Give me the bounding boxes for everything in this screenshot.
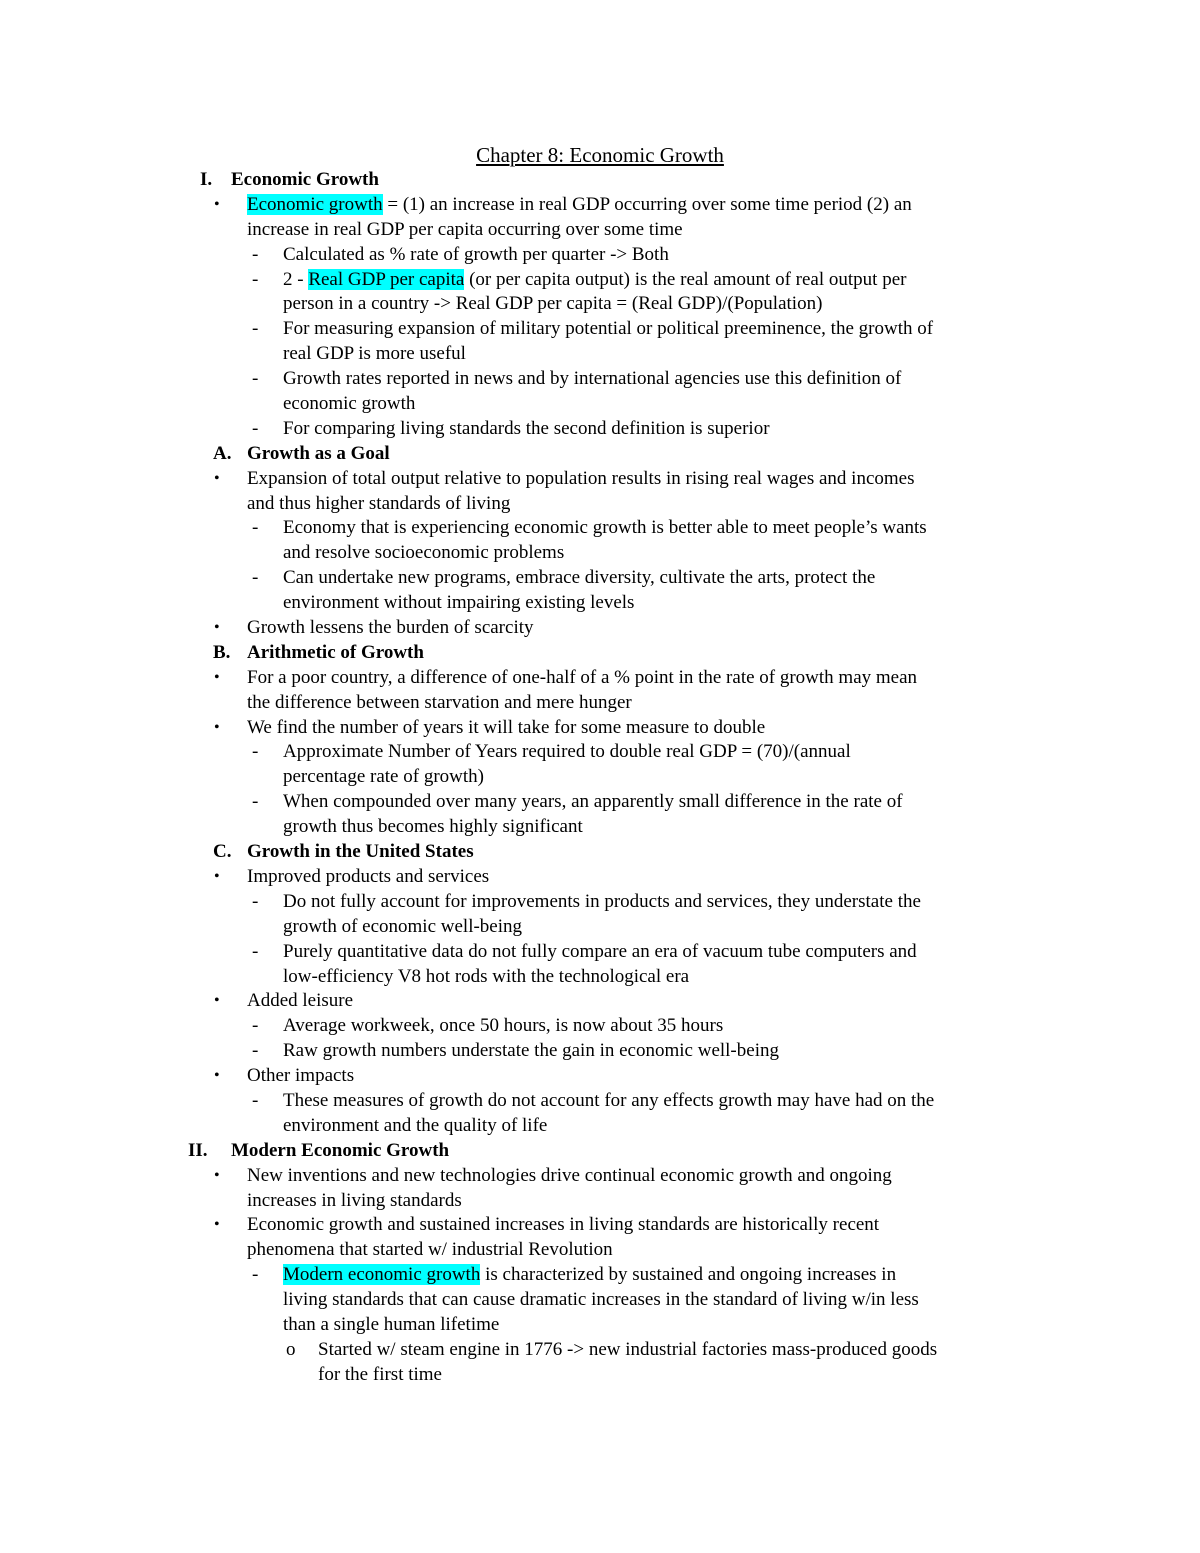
dash-item <box>0 516 1200 541</box>
dash-item-continuation <box>0 915 1200 940</box>
line-body: Do not fully account for improvements in products and services, they understate the <box>283 890 921 912</box>
line-body: living standards that can cause dramatic increases in the standard of living w/in less <box>283 1289 919 1311</box>
outline-list <box>0 168 1200 1388</box>
dash-item-continuation <box>0 965 1200 990</box>
line-text <box>283 815 583 840</box>
line-body: than a single human lifetime <box>283 1313 500 1335</box>
line-body: Can undertake new programs, embrace diversity, cultivate the arts, protect the <box>283 567 876 589</box>
line-text <box>283 417 770 442</box>
line-body: = (1) an increase in real GDP occurring over some time period (2) an <box>382 193 912 215</box>
sub-item-continuation <box>0 1363 1200 1388</box>
line-body: Economic Growth <box>231 169 379 190</box>
line-text <box>283 1263 896 1288</box>
bullet-item <box>0 1164 1200 1189</box>
bullet-item <box>0 467 1200 492</box>
line-text <box>283 790 903 815</box>
dash-item <box>0 417 1200 442</box>
highlighted-term: Real GDP per capita <box>308 268 465 290</box>
dash-item-continuation <box>0 1288 1200 1313</box>
list-marker: - <box>252 890 259 912</box>
line-text <box>283 342 466 367</box>
line-text <box>247 666 917 691</box>
line-body: Improved products and services <box>247 865 490 887</box>
line-body: Expansion of total output relative to population results in rising real wages and incomes <box>247 467 915 489</box>
dash-item <box>0 367 1200 392</box>
subsection-heading <box>0 641 1200 666</box>
line-body: Calculated as % rate of growth per quarter -> Both <box>283 243 669 265</box>
line-text <box>247 1189 462 1214</box>
page-title: Chapter 8: Economic Growth <box>476 143 724 167</box>
line-text <box>283 965 689 990</box>
list-marker: C. <box>213 841 232 863</box>
bullet-item <box>0 716 1200 741</box>
line-body: increases in living standards <box>247 1189 462 1211</box>
line-text <box>283 1313 499 1338</box>
line-body: Growth lessens the burden of scarcity <box>247 617 534 639</box>
dash-item <box>0 566 1200 591</box>
dash-item-continuation <box>0 815 1200 840</box>
line-body: the difference between starvation and mere hunger <box>247 691 632 713</box>
list-marker: • <box>214 619 220 637</box>
bullet-item <box>0 666 1200 691</box>
line-body: growth of economic well-being <box>283 915 523 937</box>
line-text <box>247 989 353 1014</box>
line-body: Purely quantitative data do not fully compare an era of vacuum tube computers and <box>283 940 917 962</box>
list-marker: II. <box>188 1139 208 1161</box>
list-marker: - <box>252 1264 259 1286</box>
line-text <box>283 940 917 965</box>
line-body: for the first time <box>318 1363 442 1385</box>
line-text <box>283 1114 547 1139</box>
line-text <box>283 392 415 417</box>
list-marker: I. <box>200 169 213 190</box>
line-body: percentage rate of growth) <box>283 766 484 788</box>
line-body: Economic growth and sustained increases in living standards are historically recent <box>247 1214 880 1236</box>
bullet-item <box>0 1064 1200 1089</box>
line-text <box>247 442 390 467</box>
line-body: phenomena that started w/ industrial Revolution <box>247 1239 613 1261</box>
list-marker: B. <box>213 641 231 663</box>
dash-item-continuation <box>0 392 1200 417</box>
line-body: When compounded over many years, an apparently small difference in the rate of <box>283 791 903 813</box>
line-body: Added leisure <box>247 990 354 1012</box>
list-marker: A. <box>213 442 232 464</box>
line-text <box>283 566 875 591</box>
bullet-item-continuation <box>0 218 1200 243</box>
bullet-item <box>0 1213 1200 1238</box>
line-text <box>283 591 634 616</box>
sub-item <box>0 1338 1200 1363</box>
line-text <box>247 1213 879 1238</box>
bullet-item <box>0 989 1200 1014</box>
list-marker: - <box>252 1089 259 1111</box>
line-body: We find the number of years it will take for some measure to double <box>247 716 766 738</box>
line-text <box>247 467 915 492</box>
line-body: growth thus becomes highly significant <box>283 816 583 838</box>
line-text <box>283 516 927 541</box>
dash-item <box>0 940 1200 965</box>
section-heading <box>0 1139 1200 1164</box>
list-marker: - <box>252 741 259 763</box>
line-text <box>283 541 564 566</box>
dash-item <box>0 1089 1200 1114</box>
line-body: low-efficiency V8 hot rods with the technological era <box>283 965 690 987</box>
line-body: Approximate Number of Years required to double real GDP = (70)/(annual <box>283 741 851 763</box>
list-marker: - <box>252 791 259 813</box>
bullet-item-continuation <box>0 1189 1200 1214</box>
line-text <box>283 367 901 392</box>
line-text <box>247 691 632 716</box>
list-marker: • <box>214 867 220 885</box>
line-text <box>318 1338 937 1363</box>
line-body: For comparing living standards the second definition is superior <box>283 417 770 439</box>
line-body: New inventions and new technologies drive continual economic growth and ongoing <box>247 1164 892 1186</box>
line-body: Economy that is experiencing economic growth is better able to meet people’s wants <box>283 517 927 539</box>
line-body: (or per capita output) is the real amount of real output per <box>464 268 907 290</box>
line-text <box>247 1238 613 1263</box>
list-marker: - <box>252 368 259 390</box>
list-marker: - <box>252 1040 259 1062</box>
list-marker: - <box>252 940 259 962</box>
line-text <box>283 1089 934 1114</box>
line-body: Raw growth numbers understate the gain in economic well-being <box>283 1040 779 1062</box>
line-prefix: 2 - <box>283 268 309 290</box>
line-body: and thus higher standards of living <box>247 492 511 514</box>
dash-item <box>0 268 1200 293</box>
line-text <box>247 492 510 517</box>
line-body: environment and the quality of life <box>283 1114 548 1136</box>
line-text <box>283 890 921 915</box>
line-body: Growth as a Goal <box>247 442 390 464</box>
list-marker: • <box>214 1166 220 1184</box>
line-text <box>283 915 522 940</box>
line-body: increase in real GDP per capita occurring over some time <box>247 218 683 240</box>
line-body: real GDP is more useful <box>283 343 466 365</box>
bullet-item <box>0 865 1200 890</box>
line-body: For a poor country, a difference of one-half of a % point in the rate of growth may mean <box>247 666 918 688</box>
line-text <box>283 317 933 342</box>
line-body: For measuring expansion of military potential or political preeminence, the growth of <box>283 318 934 340</box>
line-text <box>283 243 669 268</box>
line-body: is characterized by sustained and ongoing increases in <box>480 1264 897 1286</box>
dash-item-continuation <box>0 541 1200 566</box>
line-body: and resolve socioeconomic problems <box>283 542 565 564</box>
line-text <box>247 616 534 641</box>
line-text <box>247 865 489 890</box>
line-text <box>247 716 765 741</box>
bullet-item <box>0 616 1200 641</box>
line-body: economic growth <box>283 393 416 415</box>
highlighted-term: Modern economic growth <box>283 1264 481 1286</box>
line-body: Average workweek, once 50 hours, is now about 35 hours <box>283 1015 724 1037</box>
dash-item <box>0 317 1200 342</box>
line-body: Growth rates reported in news and by international agencies use this definition of <box>283 368 902 390</box>
dash-item <box>0 243 1200 268</box>
line-body: Arithmetic of Growth <box>247 641 424 663</box>
list-marker: - <box>252 268 259 290</box>
list-marker: • <box>214 668 220 686</box>
line-body: Modern Economic Growth <box>231 1139 450 1161</box>
line-text <box>247 218 683 243</box>
list-marker: • <box>214 195 220 213</box>
dash-item-continuation <box>0 1313 1200 1338</box>
line-text <box>231 168 379 193</box>
bullet-item <box>0 193 1200 218</box>
bullet-item-continuation <box>0 691 1200 716</box>
dash-item-continuation <box>0 591 1200 616</box>
list-marker: - <box>252 517 259 539</box>
line-text <box>231 1139 449 1164</box>
dash-item <box>0 1039 1200 1064</box>
line-text <box>247 641 424 666</box>
line-text <box>283 292 822 317</box>
line-text <box>247 1064 354 1089</box>
line-text <box>318 1363 442 1388</box>
list-marker: • <box>214 1067 220 1085</box>
list-marker: - <box>252 243 259 265</box>
dash-item <box>0 740 1200 765</box>
highlighted-term: Economic growth <box>247 193 383 215</box>
line-body: person in a country -> Real GDP per capita = (Real GDP)/(Population) <box>283 293 823 315</box>
line-text <box>283 1288 919 1313</box>
line-text <box>283 268 906 293</box>
dash-item <box>0 890 1200 915</box>
dash-item-continuation <box>0 1114 1200 1139</box>
list-marker: - <box>252 567 259 589</box>
bullet-item-continuation <box>0 492 1200 517</box>
list-marker: - <box>252 417 259 439</box>
line-text <box>283 765 484 790</box>
dash-item <box>0 1263 1200 1288</box>
dash-item <box>0 1014 1200 1039</box>
list-marker: • <box>214 718 220 736</box>
line-text <box>247 193 912 218</box>
line-text <box>283 740 851 765</box>
subsection-heading <box>0 840 1200 865</box>
line-body: Started w/ steam engine in 1776 -> new industrial factories mass-produced goods <box>318 1338 938 1360</box>
dash-item-continuation <box>0 765 1200 790</box>
line-body: Growth in the United States <box>247 841 474 863</box>
line-text <box>283 1039 779 1064</box>
dash-item-continuation <box>0 292 1200 317</box>
list-marker: • <box>214 992 220 1010</box>
dash-item <box>0 790 1200 815</box>
line-text <box>247 1164 892 1189</box>
bullet-item-continuation <box>0 1238 1200 1263</box>
subsection-heading <box>0 442 1200 467</box>
line-text <box>283 1014 723 1039</box>
list-marker: • <box>214 1216 220 1234</box>
list-marker: - <box>252 1015 259 1037</box>
line-text <box>247 840 474 865</box>
section-heading <box>0 168 1200 193</box>
line-body: environment without impairing existing levels <box>283 592 635 614</box>
line-body: These measures of growth do not account for any effects growth may have had on the <box>283 1089 935 1111</box>
list-marker: o <box>286 1338 296 1360</box>
dash-item-continuation <box>0 342 1200 367</box>
line-body: Other impacts <box>247 1065 355 1087</box>
list-marker: - <box>252 318 259 340</box>
list-marker: • <box>214 469 220 487</box>
